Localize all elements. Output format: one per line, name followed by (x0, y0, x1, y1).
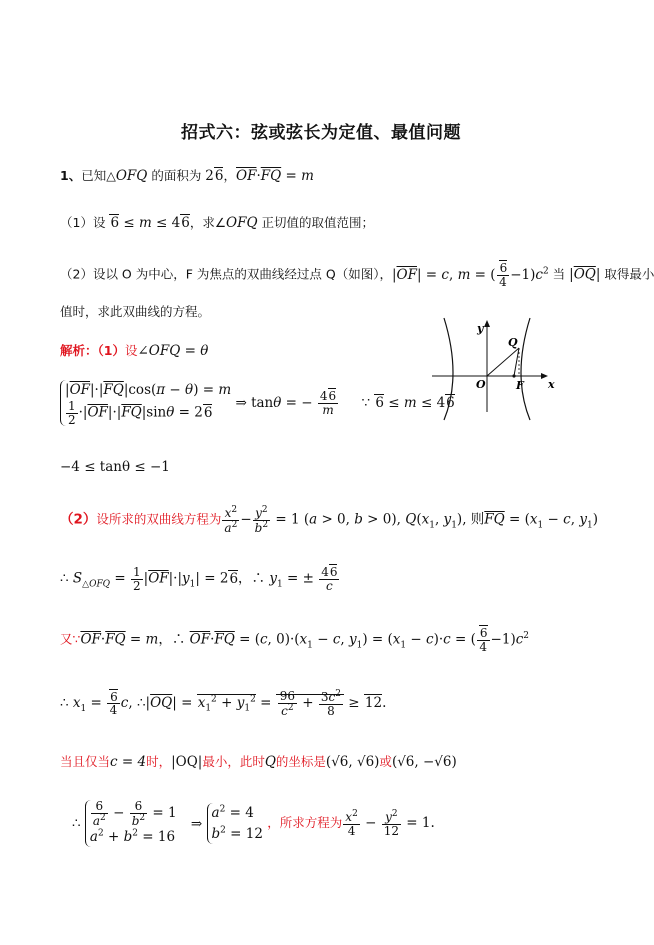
part2-setup: （2）设所求的双曲线方程为 $\frac{x^2}{a^2}$ − $\frac{y^2}{b^2}$ = 1 (a > 0, b > 0), $Q(x_1$, $y_1$), 则$\overline{FQ} = (x_1 - c$, $y_1$) (60, 505, 598, 535)
problem-number: 1、 (60, 168, 82, 183)
equality-text-a: 当且仅当 (60, 754, 111, 769)
focus-label: F (516, 379, 524, 392)
x1-line: ∴ $x_1$ = $\frac{6}{4}$ c, $\therefore|\overline{OQ}| = x_1^2 + y_1^2$ = $\frac{96}{c^2}$ + $\frac{3c^2}{8}$ ≥ 12. (60, 689, 387, 718)
equality-point-2: (√6, −√6) (391, 754, 457, 770)
hyperbola-right-branch (521, 318, 530, 420)
part1-label: （1） (60, 215, 93, 230)
problem-part2-cont: 值时，求此双曲线的方程。 (60, 304, 211, 319)
problem-part2: （2）设以 O 为中心，F 为焦点的双曲线经过点 Q（如图），$|\overline{OF}| = c$, m = ( $\frac{6}{4}$ $-1)c^2$ 当 $|\overline{OQ}|$ 取得最小 (60, 261, 654, 289)
system-2: ∴ $\frac{6}{a^2}$ − $\frac{6}{b^2}$ = 1 $a^2 + b^2 = 16$ ⇒ $a^2 = 4$ $b^2 = 12$ ，所求方程为 $\frac{x^2}{4}$ − $\frac{y^2}{12}$ = 1. (72, 800, 435, 847)
solution-header: 解析：（1）设∠OFQ = θ (60, 343, 209, 359)
you-label: 又∵ (60, 631, 81, 647)
system-1: $|\overline{OF}|\cdot|\overline{FQ}|\cos(\pi - \theta) = m$ $\frac{1}{2}$ $\cdot|\overline{OF}|\cdot|\overline{FQ}|\sin\theta = 26$ ⇒ tanθ = − $\frac{46}{m}$ ∵ 6 ≤ m ≤ 46 (60, 380, 455, 426)
equality-text-g: 的坐标是 (275, 754, 326, 769)
area-line: ∴ $S_{\triangle OFQ}$ = $\frac{1}{2}$ $|\overline{OF}|\cdot|y_1| = 26$，∴ $y_1$ = ± $\frac{46}{c}$ (60, 565, 338, 593)
equality-text-e: 最小，此时 (202, 754, 265, 769)
q-label: Q (508, 336, 518, 349)
y-axis-arrow (484, 320, 490, 327)
y-label: y (477, 322, 484, 335)
equality-oq: |OQ| (171, 754, 203, 770)
x-axis-arrow (541, 373, 548, 379)
solution-header-label: 解析：（1） (60, 343, 125, 358)
part2-setup-text: 设所求的双曲线方程为 (96, 511, 222, 527)
tan-range: −4 ≤ tanθ ≤ −1 (60, 459, 170, 475)
page-title: 招式六：弦或弦长为定值、最值问题 (181, 123, 461, 143)
problem-stem-text: 已知△ (81, 168, 116, 183)
equality-text-c: 时， (146, 754, 172, 769)
focus-point (512, 374, 515, 377)
origin-label: O (476, 378, 486, 391)
segment-oq (487, 348, 519, 376)
equality-point-1: (√6, √6) (325, 754, 380, 770)
x-label: x (548, 378, 555, 391)
part2-label: （2） (60, 266, 93, 282)
solution-part2-label: （2） (60, 511, 97, 528)
equality-q: Q (264, 754, 276, 770)
equality-or: 或 (379, 754, 392, 769)
dot-line: 又$\because\overline{OF}\cdot\overline{FQ} = m$，∴ $\overline{OF}\cdot\overline{FQ} = (c$, $0)\cdot(x_1 - c$, $y_1) = (x_1 - c)\cdot c$ = ( $\frac{6}{4}$ $-1)c^2$ (60, 626, 530, 654)
problem-part1: （1）设 6 ≤ m ≤ 46，求∠OFQ 正切值的取值范围； (60, 215, 375, 231)
equality-line (60, 752, 457, 770)
equality-c-value: c = 4 (110, 754, 147, 770)
final-text: ，所求方程为 (267, 815, 343, 831)
problem-stem: 1、已知△OFQ 的面积为 26，$\overline{OF}\cdot\overline{FQ} = m$ (60, 168, 314, 184)
